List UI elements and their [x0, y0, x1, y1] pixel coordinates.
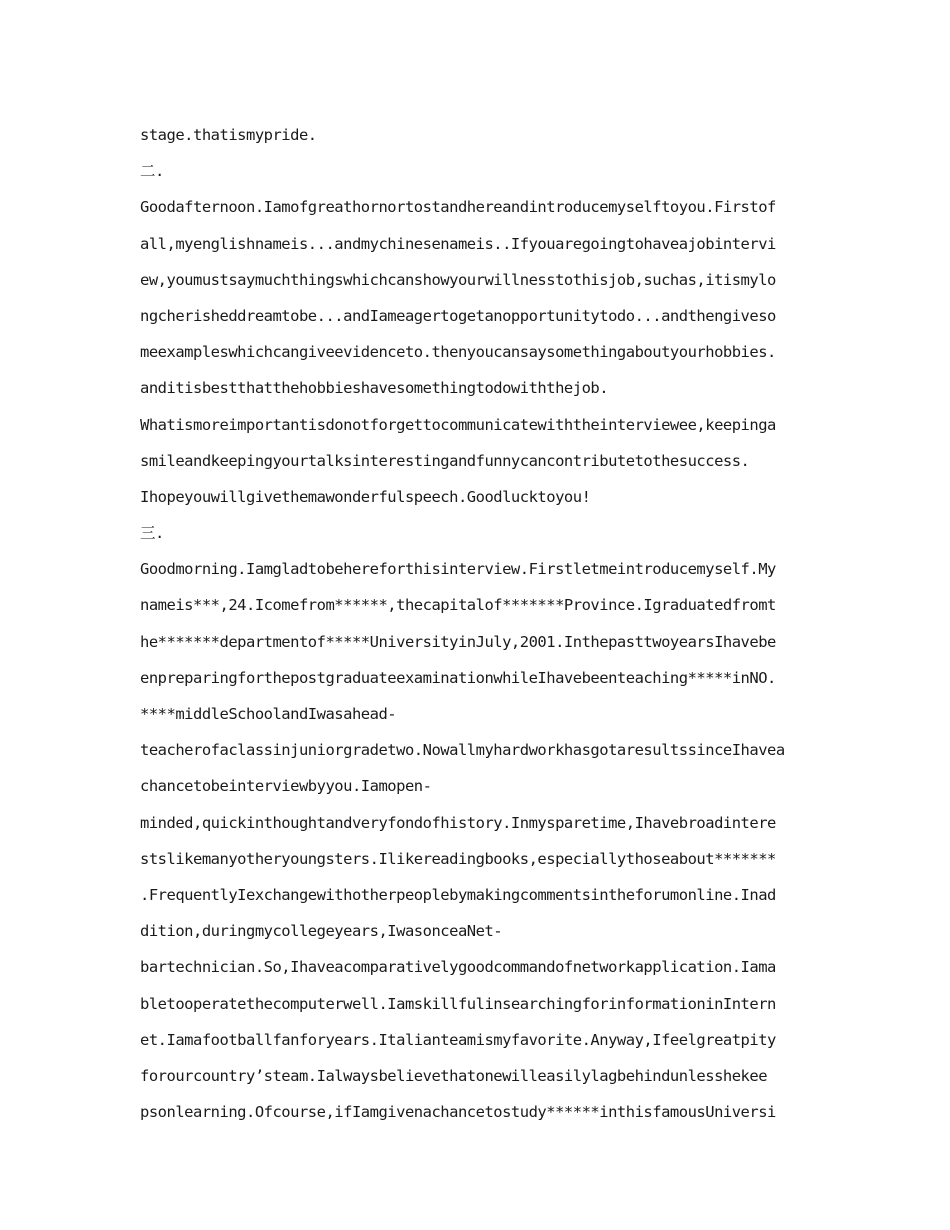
text-line: Goodafternoon.Iamofgreathornortostandhereandintroducemyselftoyou.Firstof: [140, 198, 776, 217]
text-line: bartechnician.So,Ihaveacomparativelygoodcommandofnetworkapplication.Iama: [140, 958, 776, 977]
text-line: et.Iamafootballfanforyears.Italianteamismyfavorite.Anyway,Ifeelgreatpity: [140, 1030, 776, 1049]
text-line: meexampleswhichcangiveevidenceto.thenyoucansaysomethingaboutyourhobbies.: [140, 343, 776, 362]
text-line: chancetobeinterviewbyyou.Iamopen-: [140, 777, 432, 796]
text-line: nameis***,24.Icomefrom******,thecapitalof*******Province.Igraduatedfromt: [140, 596, 776, 615]
text-line: stslikemanyotheryoungsters.Ilikereadingbooks,especiallythoseabout*******: [140, 849, 776, 868]
text-line: minded,quickinthoughtandveryfondofhistory.Inmysparetime,Ihavebroadintere: [140, 813, 776, 832]
text-line: smileandkeepingyourtalksinterestingandfunnycancontributetothesuccess.: [140, 451, 750, 470]
text-line: Whatismoreimportantisdonotforgettocommunicatewiththeinterviewee,keepinga: [140, 415, 776, 434]
text-line: forourcountry’steam.Ialwaysbelievethatonewilleasilylagbehindunlesshekee: [140, 1066, 768, 1085]
text-line: anditisbestthatthehobbieshavesomethingtodowiththejob.: [140, 379, 609, 398]
text-line: dition,duringmycollegeyears,IwasonceaNet-: [140, 922, 503, 941]
text-line: ****middleSchoolandIwasahead-: [140, 705, 397, 723]
text-line: ngcherisheddreamtobe...andIameagertogetanopportunitytodo...andthengiveso: [140, 306, 776, 325]
text-line: .FrequentlyIexchangewithotherpeoplebymakingcommentsintheforumonline.Inad: [140, 885, 776, 904]
text-line: he*******departmentof*****UniversityinJuly,2001.InthepasttwoyearsIhavebe: [140, 632, 776, 651]
section-marker-2: 二.: [140, 162, 164, 181]
text-line: psonlearning.Ofcourse,ifIamgivenachancetostudy******inthisfamousUniversi: [140, 1103, 776, 1122]
text-line: Goodmorning.Iamgladtobehereforthisinterview.Firstletmeintroducemyself.My: [140, 560, 776, 579]
section-marker-3: 三.: [140, 524, 164, 543]
text-line: enpreparingforthepostgraduateexaminationwhileIhavebeenteaching*****inNO.: [140, 668, 776, 687]
text-line: bletooperatethecomputerwell.IamskillfulinsearchingforinformationinIntern: [140, 994, 776, 1013]
text-line: all,myenglishnameis...andmychinesenameis..Ifyouaregoingtohaveajobintervi: [140, 234, 776, 253]
text-line: teacherofaclassinjuniorgradetwo.NowallmyhardworkhasgotaresultssinceIhavea: [140, 741, 785, 760]
text-line: stage.thatismypride.: [140, 126, 317, 144]
text-line: ew,youmustsaymuchthingswhichcanshowyourwillnesstothisjob,suchas,itismylo: [140, 270, 776, 289]
text-line: Ihopeyouwillgivethemawonderfulspeech.Goodlucktoyou!: [140, 487, 591, 506]
document-text-body: [140, 117, 815, 1130]
